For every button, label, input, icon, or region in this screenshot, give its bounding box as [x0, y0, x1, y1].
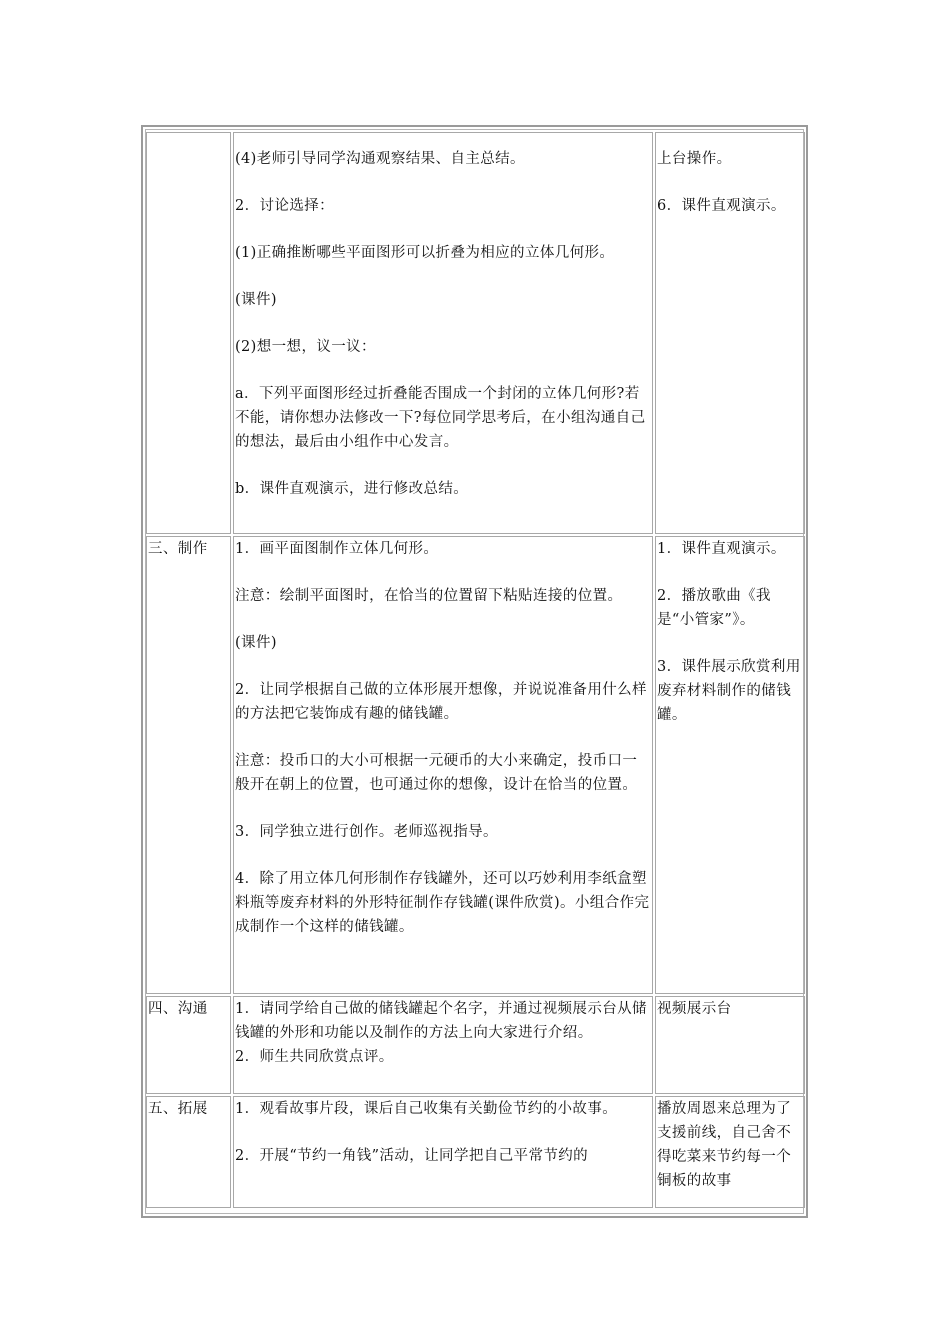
media-paragraph: 视频展示台: [657, 1001, 732, 1017]
content-paragraph: (课件): [235, 292, 277, 308]
content-cell: [233, 132, 653, 534]
table-row: [146, 536, 805, 994]
stage-cell: 三、制作: [146, 536, 231, 994]
table-row: [146, 132, 805, 534]
content-paragraph: (4)老师引导同学沟通观察结果、自主总结。: [235, 151, 525, 167]
table-row: [146, 996, 805, 1094]
media-paragraph: 3．课件展示欣赏利用废弃材料制作的储钱罐。: [657, 659, 801, 723]
media-paragraph: 6．课件直观演示。: [657, 198, 786, 214]
content-paragraph: 注意：投币口的大小可根据一元硬币的大小来确定，投币口一般开在朝上的位置，也可通过你的想像，设计在恰当的位置。: [235, 753, 638, 793]
content-paragraph: a．下列平面图形经过折叠能否围成一个封闭的立体几何形?若不能，请你想办法修改一下?每位同学思考后，在小组沟通自己的想法，最后由小组作中心发言。: [235, 386, 646, 450]
content-cell: [233, 996, 653, 1094]
table-row: [146, 1096, 805, 1208]
media-cell: [655, 132, 805, 534]
content-paragraph: 2．讨论选择：: [235, 198, 335, 214]
content-paragraph: (2)想一想，议一议：: [235, 339, 376, 355]
content-paragraph: 2．师生共同欣赏点评。: [235, 1049, 394, 1065]
media-cell: [655, 996, 805, 1094]
content-cell: [233, 536, 653, 994]
lesson-table-frame: [141, 125, 808, 1218]
stage-cell: [146, 132, 231, 534]
content-paragraph: 2．让同学根据自己做的立体形展开想像，并说说准备用什么样的方法把它装饰成有趣的储钱罐。: [235, 682, 647, 722]
content-paragraph: (课件): [235, 635, 277, 651]
content-paragraph: 1．请同学给自己做的储钱罐起个名字，并通过视频展示台从储钱罐的外形和功能以及制作的方法上向大家进行介绍。: [235, 1001, 647, 1041]
media-paragraph: 1．课件直观演示。: [657, 541, 786, 557]
lesson-plan-table: [144, 130, 807, 1210]
content-paragraph: 注意：绘制平面图时，在恰当的位置留下粘贴连接的位置。: [235, 588, 623, 604]
stage-cell: 五、拓展: [146, 1096, 231, 1208]
stage-cell: 四、沟通: [146, 996, 231, 1094]
media-paragraph: 上台操作。: [657, 151, 732, 167]
content-paragraph: b．课件直观演示，进行修改总结。: [235, 481, 469, 497]
content-cell: [233, 1096, 653, 1208]
media-cell: [655, 536, 805, 994]
content-paragraph: 1．画平面图制作立体几何形。: [235, 541, 439, 557]
media-cell: [655, 1096, 805, 1208]
content-paragraph: (1)正确推断哪些平面图形可以折叠为相应的立体几何形。: [235, 245, 615, 261]
content-paragraph: 2．开展“节约一角钱”活动，让同学把自己平常节约的: [235, 1148, 589, 1164]
media-paragraph: 播放周恩来总理为了支援前线，自己舍不得吃菜来节约每一个铜板的故事: [657, 1101, 792, 1189]
media-paragraph: 2．播放歌曲《我是“小管家”》。: [657, 588, 771, 628]
content-paragraph: 3．同学独立进行创作。老师巡视指导。: [235, 824, 498, 840]
content-paragraph: 1．观看故事片段，课后自己收集有关勤俭节约的小故事。: [235, 1101, 618, 1117]
content-paragraph: 4．除了用立体几何形制作存钱罐外，还可以巧妙利用李纸盒塑料瓶等废弃材料的外形特征制作存钱罐(课件欣赏)。小组合作完成制作一个这样的储钱罐。: [235, 871, 650, 935]
